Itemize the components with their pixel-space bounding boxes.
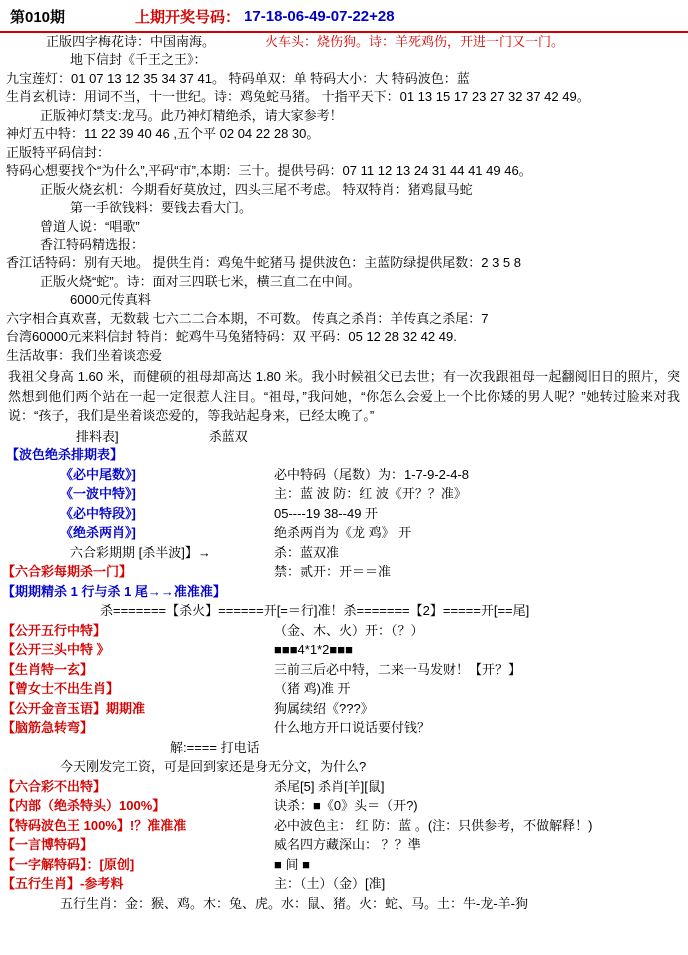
schedule-header-line xyxy=(0,428,688,446)
text-line-12: 香江特码精选报： xyxy=(40,236,145,252)
table-row xyxy=(0,757,688,777)
row-value-5: 禁：贰开：开＝＝准 xyxy=(274,564,392,580)
row-value-8: （金、木、火）开：（？） xyxy=(274,622,424,638)
row-value-21: 主：（土）（金）[准] xyxy=(274,876,386,892)
row-value-17: 诀杀：■《0》头＝（开?) xyxy=(274,798,418,814)
row-value-18: 必中波色主： 红 防：蓝 。(注：只供参考，不做解释！) xyxy=(274,817,593,833)
line1-train: 火车头：烧伤狗。诗：羊死鸡伤，开进一门又一门。 xyxy=(265,34,565,49)
row-value-14: 解:==== 打电话 xyxy=(170,739,260,755)
table-row xyxy=(0,640,688,660)
row-label-2: 《必中特段》] xyxy=(60,505,136,521)
table-row xyxy=(0,504,688,524)
schedule-title-left: 排料表] xyxy=(76,428,119,444)
text-line-4: 生肖玄机诗：用词不当，十一世纪。诗：鸡兔蛇马猪。 十指平天下：01 13 15 17 23 27 32 37 42 49。 xyxy=(6,89,590,105)
row-label-18: 【特码波色王 100%】!？准准准 xyxy=(2,817,187,833)
row-label-11: 【曾女士不出生肖】 xyxy=(2,681,120,697)
table-row xyxy=(0,699,688,719)
table-row xyxy=(0,562,688,582)
draw-numbers: 17-18-06-49-07-22+28 xyxy=(244,8,395,25)
row-label-12: 【公开金音玉语】期期准 xyxy=(2,700,146,716)
text-line-15: 6000元传真料 xyxy=(70,292,151,308)
table-row xyxy=(0,738,688,758)
table-row xyxy=(0,835,688,855)
story-paragraph: 我祖父身高 1.60 米，而健硕的祖母却高达 1.80 米。我小时候祖父已去世；有一次我跟祖母一起翻阅旧日的照片，突然想到他们两个站在一起一定很惹人注目。“祖母，”我问她，“你怎么会爱上一个比你矮的男人呢？”她转过脸来对我说：“孩子，我们是坐着谈恋爱的，等我站起身来，已经太晚了。” xyxy=(8,369,680,424)
row-label-6: 【期期精杀 1 行与杀 1 尾→→准准准】 xyxy=(2,583,226,599)
row-value-12: 狗属续绍《???》 xyxy=(274,700,374,716)
text-line-11: 曾道人说：“唱歌” xyxy=(40,218,140,234)
row-value-4: 杀：蓝双准 xyxy=(274,544,340,560)
text-line-2: 地下信封《千王之王》： xyxy=(70,52,207,68)
row-value-15: 今天刚发完工资，可是回到家还是身无分文，为什么? xyxy=(60,759,367,775)
table-row xyxy=(0,718,688,738)
table-row xyxy=(0,816,688,836)
row-label-17: 【内部（绝杀特头）100%】 xyxy=(2,798,166,814)
table-row xyxy=(0,894,688,914)
text-line-9: 正版火烧玄机：今期看好莫放过，四头三尾不考虑。 特双特肖：猪鸡鼠马蛇 xyxy=(40,181,473,197)
row-label-0: 《必中尾数》] xyxy=(60,466,136,482)
table-row xyxy=(0,679,688,699)
table-row xyxy=(0,582,688,602)
row-label-3: 《绝杀两肖》] xyxy=(60,525,136,541)
text-line-1 xyxy=(0,33,688,51)
issue-label: 第010期 xyxy=(10,9,66,26)
draw-label: 上期开奖号码： xyxy=(135,9,241,26)
row-value-20: ■ 间 ■ xyxy=(274,856,310,872)
table-row xyxy=(0,523,688,543)
schedule-title-right: 杀蓝双 xyxy=(208,428,248,444)
row-label-1: 《一波中特》] xyxy=(60,486,136,502)
table-row xyxy=(0,777,688,797)
row-value-13: 什么地方开口说话要付钱？ xyxy=(274,720,431,736)
line1-left: 正版四字梅花诗： xyxy=(46,34,151,49)
row-label-9: 【公开三头中特 》 xyxy=(2,642,110,658)
text-line-5: 正版神灯禁支:龙马。此乃神灯精绝杀，请大家参考！ xyxy=(40,107,343,123)
row-label-5: 【六合彩每期杀一门】 xyxy=(2,564,133,580)
text-line-14: 正版火烧“蛇”。诗：面对三四联七米，横三直二在中间。 xyxy=(40,273,361,289)
text-line-13: 香江话特码：别有天地。 提供生肖：鸡兔牛蛇猪马 提供波色：主蓝防绿提供尾数：2 3 5 8 xyxy=(6,255,521,271)
text-line-7: 正版特平码信封： xyxy=(6,144,111,160)
row-value-2: 05----19 38--49 开 xyxy=(274,505,379,521)
row-value-1: 主：蓝 波 防：红 波《开？？准》 xyxy=(274,486,467,502)
table-row xyxy=(0,621,688,641)
row-value-11: （猪 鸡)准 开 xyxy=(274,681,351,697)
row-value-0: 必中特码（尾数）为：1-7-9-2-4-8 xyxy=(274,466,470,482)
table-row xyxy=(0,855,688,875)
row-label-13: 【脑筋急转弯】 xyxy=(2,720,94,736)
section-title: 【波色绝杀排期表】 xyxy=(6,447,124,463)
row-label-8: 【公开五行中特】 xyxy=(2,622,107,638)
table-row xyxy=(0,543,688,563)
row-value-9: ■■■4*1*2■■■ xyxy=(274,642,353,658)
text-line-8: 特码心想要找个“为什么”,平码“市”,本期：三十。提供号码：07 11 12 13 24 31 44 41 49 46。 xyxy=(6,163,532,179)
text-line-3: 九宝莲灯：01 07 13 12 35 34 37 41。 特码单双：单 特码大小：大 特码波色：蓝 xyxy=(6,70,470,86)
row-label-10: 【生肖特一玄】 xyxy=(2,661,94,677)
table-row xyxy=(0,601,688,621)
row-label-21: 【五行生肖】-参考料 xyxy=(2,876,124,892)
row-label-16: 【六合彩不出特】 xyxy=(2,778,107,794)
text-line-18: 生活故事：我们坐着谈恋爱 xyxy=(6,347,163,363)
table-row xyxy=(0,796,688,816)
row-value-19: 威名四方藏深山： ？？凖 xyxy=(274,837,421,853)
table-row xyxy=(0,484,688,504)
row-value-3: 绝杀两肖为《龙 鸡》 开 xyxy=(274,525,412,541)
row-label-20: 【一字解特码】：[原创] xyxy=(2,856,135,872)
text-line-6: 神灯五中特：11 22 39 40 46 ,五个平 02 04 22 28 30。 xyxy=(6,126,320,142)
row-label-19: 【一言博特码】 xyxy=(2,837,94,853)
bracket-table xyxy=(0,465,688,914)
table-row xyxy=(0,660,688,680)
table-row xyxy=(0,465,688,485)
line1-right: 中国南海。 xyxy=(150,34,216,49)
row-value-10: 三前三后必中特，二来一马发财！【开？】 xyxy=(274,661,522,677)
text-line-17: 台湾60000元来料信封 特肖：蛇鸡牛马兔猪特码：双 平码：05 12 28 32 42 49. xyxy=(6,329,457,345)
row-value-16: 杀尾[5] 杀肖[羊][鼠] xyxy=(274,778,385,794)
row-value-7: 杀=======【杀火】======开[=＝行]准！杀=======【2】=====开[==尾] xyxy=(100,603,530,619)
text-line-10: 第一手欲钱料：要钱去看大门。 xyxy=(70,200,253,216)
header xyxy=(0,0,688,33)
table-row xyxy=(0,874,688,894)
text-line-16: 六字相合真欢喜，无数载 七六二二合本期，不可数。 传真之杀肖：羊传真之杀尾：7 xyxy=(6,310,489,326)
row-label-4: 六合彩期期 [杀半波]】→ xyxy=(70,544,211,560)
row-value-22: 五行生肖：金：猴、鸡。木：兔、虎。水：鼠、猪。火：蛇、马。土：牛-龙-羊-狗 xyxy=(60,895,528,911)
